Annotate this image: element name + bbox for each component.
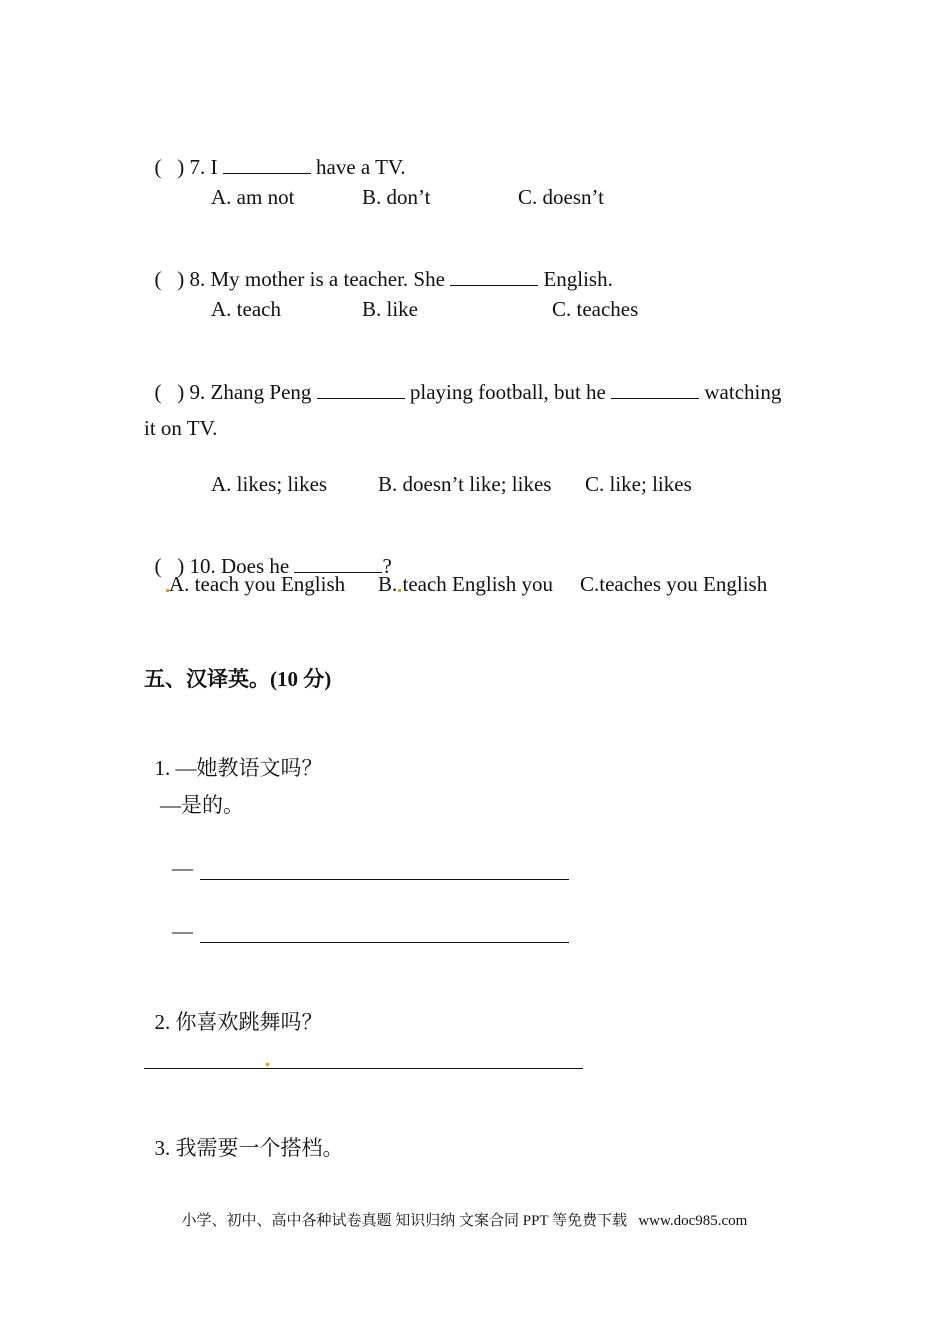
translate-item-1 bbox=[144, 729, 323, 781]
option-c: C.teaches you English bbox=[580, 572, 768, 596]
answer-line bbox=[200, 879, 569, 880]
fill-blank bbox=[611, 380, 699, 399]
footer-url[interactable]: www.doc985.com bbox=[638, 1213, 748, 1229]
question-text: I bbox=[210, 155, 218, 179]
question-text: watching bbox=[704, 380, 782, 404]
item-number: 1. bbox=[154, 756, 171, 780]
answer-paren: ( ) bbox=[154, 380, 185, 404]
highlight-mark bbox=[266, 1063, 269, 1066]
option-a: A. teach you English bbox=[169, 572, 346, 596]
option-c: C. doesn’t bbox=[518, 185, 604, 209]
answer-line bbox=[144, 1068, 583, 1069]
item-text: —她教语文吗？ bbox=[175, 756, 323, 780]
question-text: My mother is a teacher. She bbox=[210, 267, 445, 291]
dialogue-dash: — bbox=[172, 919, 193, 943]
answer-paren: ( ) bbox=[154, 554, 185, 578]
question-number: 8. bbox=[189, 267, 206, 291]
footer-text: 小学、初中、高中各种试卷真题 知识归纳 文案合同 PPT 等免费下载 bbox=[181, 1213, 628, 1229]
question-text: Zhang Peng bbox=[210, 380, 312, 404]
answer-paren: ( ) bbox=[154, 155, 185, 179]
question-number: 9. bbox=[189, 380, 206, 404]
option-b: B. like bbox=[362, 297, 418, 321]
answer-line bbox=[200, 942, 569, 943]
option-b: B. doesn’t like; likes bbox=[378, 472, 552, 496]
question-text: playing football, but he bbox=[409, 380, 606, 404]
question-number: 10. bbox=[189, 554, 216, 578]
item-text: 我需要一个搭档。 bbox=[175, 1136, 344, 1160]
dialogue-dash: — bbox=[172, 856, 193, 880]
question-text: have a TV. bbox=[316, 155, 406, 179]
item-number: 2. bbox=[154, 1010, 171, 1034]
question-text: ? bbox=[382, 554, 392, 578]
translate-item-2 bbox=[144, 983, 323, 1035]
fill-blank bbox=[450, 267, 538, 286]
item-text: 你喜欢跳舞吗？ bbox=[175, 1010, 323, 1034]
option-b: B. teach English you bbox=[378, 572, 553, 596]
page-footer bbox=[174, 1191, 747, 1231]
question-text: English. bbox=[543, 267, 613, 291]
question-text: Does he bbox=[221, 554, 290, 578]
item-number: 3. bbox=[154, 1136, 171, 1160]
question-8 bbox=[144, 240, 613, 292]
section-title: 五、汉译英。(10 分) bbox=[144, 667, 332, 691]
question-7 bbox=[144, 128, 406, 180]
answer-paren: ( ) bbox=[154, 267, 185, 291]
option-a: A. am not bbox=[211, 185, 295, 209]
question-9 bbox=[144, 353, 781, 405]
option-a: A. likes; likes bbox=[211, 472, 328, 496]
option-b: B. don’t bbox=[362, 185, 431, 209]
option-a: A. teach bbox=[211, 297, 281, 321]
translate-item-1-reply: —是的。 bbox=[160, 793, 244, 817]
question-9-continued: it on TV. bbox=[144, 416, 218, 440]
fill-blank bbox=[317, 380, 405, 399]
option-c: C. like; likes bbox=[585, 472, 692, 496]
option-c: C. teaches bbox=[552, 297, 639, 321]
question-number: 7. bbox=[189, 155, 206, 179]
fill-blank bbox=[223, 155, 311, 174]
translate-item-3 bbox=[144, 1109, 344, 1161]
